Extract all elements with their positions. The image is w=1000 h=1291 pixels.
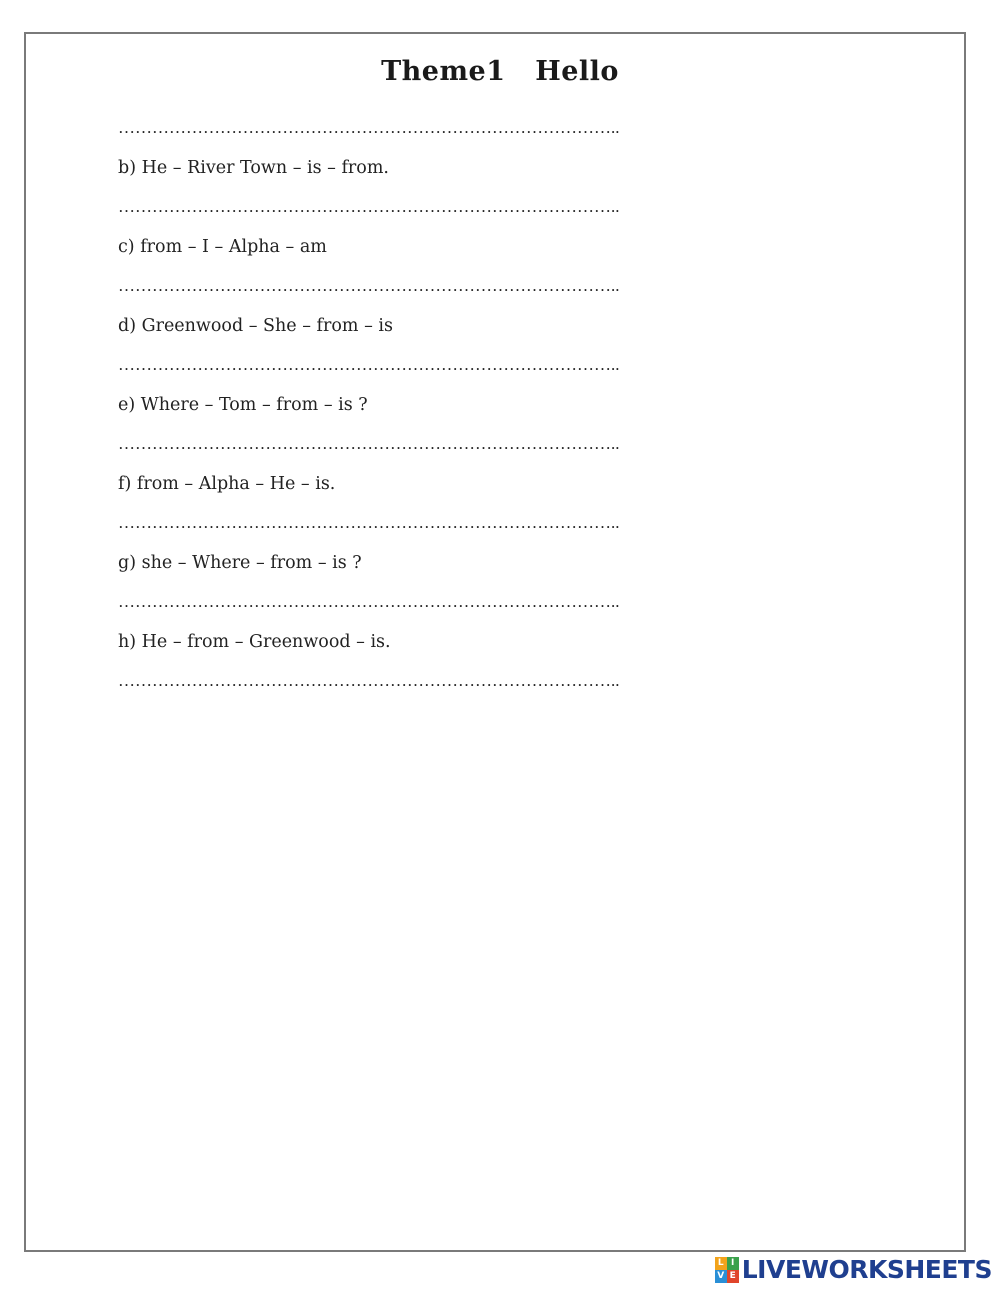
logo-letter: L (715, 1257, 727, 1270)
answer-line-h[interactable]: …………………………………………………………………………….. (118, 671, 620, 690)
exercise-item-f: f) from – Alpha – He – is. (118, 474, 336, 494)
exercise-item-c: c) from – I – Alpha – am (118, 237, 327, 257)
exercise-item-h: h) He – from – Greenwood – is. (118, 632, 391, 652)
exercise-item-d: d) Greenwood – She – from – is (118, 316, 393, 336)
liveworksheets-logo-icon (715, 1257, 739, 1283)
exercise-item-b: b) He – River Town – is – from. (118, 158, 389, 178)
answer-line-b[interactable]: …………………………………………………………………………….. (118, 197, 620, 216)
worksheet-title: Theme1 Hello (381, 56, 619, 87)
logo-letter: I (727, 1257, 739, 1270)
answer-line-f[interactable]: …………………………………………………………………………….. (118, 513, 620, 532)
answer-line-c[interactable]: …………………………………………………………………………….. (118, 276, 620, 295)
exercise-item-g: g) she – Where – from – is ? (118, 553, 362, 573)
answer-line-e[interactable]: …………………………………………………………………………….. (118, 434, 620, 453)
answer-line[interactable]: …………………………………………………………………………….. (118, 118, 620, 137)
logo-letter: E (727, 1270, 739, 1283)
answer-line-g[interactable]: …………………………………………………………………………….. (118, 592, 620, 611)
liveworksheets-brand[interactable] (715, 1255, 992, 1285)
answer-line-d[interactable]: …………………………………………………………………………….. (118, 355, 620, 374)
exercise-item-e: e) Where – Tom – from – is ? (118, 395, 368, 415)
logo-letter: V (715, 1270, 727, 1283)
brand-name: LIVEWORKSHEETS (741, 1255, 992, 1284)
exercise-list (118, 118, 718, 691)
